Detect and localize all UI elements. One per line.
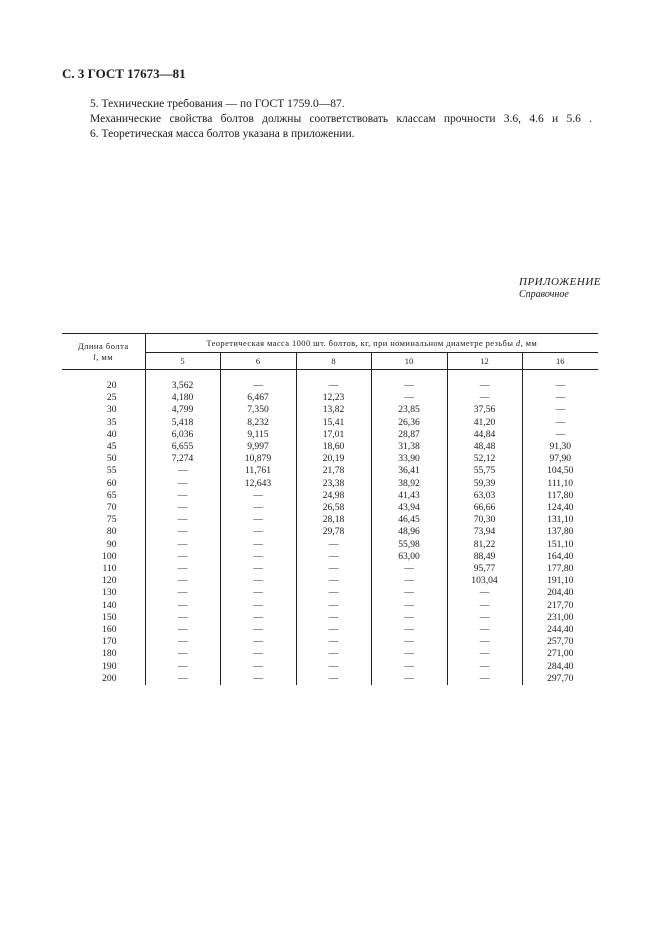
mass-cell: — xyxy=(296,612,371,624)
paragraph-technical-requirements: 5. Технические требования — по ГОСТ 1759.0—87. xyxy=(90,98,345,110)
mass-table-container xyxy=(62,333,598,683)
bolt-length-cell: 130 xyxy=(62,587,145,599)
table-row xyxy=(62,514,598,526)
mass-cell: 29,78 xyxy=(296,526,371,538)
diameter-header: 6 xyxy=(220,353,296,370)
table-row xyxy=(62,417,598,429)
mass-cell: — xyxy=(145,600,220,612)
appendix-subtitle: Справочное xyxy=(519,289,569,300)
mass-cell: 23,85 xyxy=(371,404,447,416)
table-row xyxy=(62,526,598,538)
mass-cell: — xyxy=(220,514,296,526)
mass-cell: — xyxy=(296,563,371,575)
bolt-length-cell: 120 xyxy=(62,575,145,587)
spacer-cell xyxy=(220,370,296,381)
mass-cell: 5,418 xyxy=(145,417,220,429)
bolt-length-cell: 100 xyxy=(62,551,145,563)
mass-cell: 38,92 xyxy=(371,478,447,490)
mass-cell: 70,30 xyxy=(447,514,522,526)
mass-cell: — xyxy=(371,392,447,404)
mass-cell: 12,643 xyxy=(220,478,296,490)
mass-cell: — xyxy=(145,539,220,551)
mass-cell: — xyxy=(145,514,220,526)
mass-cell: 6,655 xyxy=(145,441,220,453)
mass-cell: — xyxy=(371,380,447,392)
mass-cell: 217,70 xyxy=(547,599,574,611)
mass-cell: 63,00 xyxy=(371,551,447,563)
bolt-length-cell: 190 xyxy=(62,661,145,673)
mass-cell: — xyxy=(220,563,296,575)
mass-cell: — xyxy=(296,600,371,612)
mass-cell: — xyxy=(145,465,220,477)
mass-cell: 297,70 xyxy=(547,672,574,684)
mass-cell: 59,39 xyxy=(447,478,522,490)
bolt-length-cell: 200 xyxy=(62,673,145,685)
table-row xyxy=(62,392,598,404)
mass-cell: 13,82 xyxy=(296,404,371,416)
mass-cell: — xyxy=(145,636,220,648)
mass-cell: — xyxy=(145,661,220,673)
mass-cell: — xyxy=(447,380,522,392)
bolt-length-var: l xyxy=(93,351,97,362)
bolt-length-label: Длина болта xyxy=(77,340,129,351)
mass-cell: — xyxy=(371,600,447,612)
mass-cell: 124,40 xyxy=(547,502,574,514)
table-row xyxy=(62,587,598,599)
mass-cell: 95,77 xyxy=(447,563,522,575)
table-row xyxy=(62,478,598,490)
mass-cell: 131,10 xyxy=(547,514,574,526)
mass-cell: — xyxy=(555,392,566,404)
bolt-length-cell: 55 xyxy=(62,465,145,477)
mass-cell: — xyxy=(296,673,371,685)
group-header-unit: , мм xyxy=(520,338,538,348)
mass-cell: — xyxy=(145,648,220,660)
spacer-cell xyxy=(296,370,371,381)
mass-cell: 271,00 xyxy=(547,648,574,660)
mass-cell: 66,66 xyxy=(447,502,522,514)
mass-cell: — xyxy=(296,661,371,673)
mass-cell: — xyxy=(447,648,522,660)
mass-cell: 10,879 xyxy=(220,453,296,465)
mass-cell: 104,50 xyxy=(547,465,574,477)
mass-cell: — xyxy=(220,600,296,612)
mass-cell: 48,96 xyxy=(371,526,447,538)
paragraph-mechanical-properties: Механические свойства болтов должны соответствовать классам прочности 3.6, 4.6 и 5.6 . xyxy=(90,113,592,125)
mass-cell: — xyxy=(447,600,522,612)
mass-cell: — xyxy=(220,490,296,502)
mass-cell: 73,94 xyxy=(447,526,522,538)
mass-cell: — xyxy=(447,624,522,636)
mass-cell: 3,562 xyxy=(145,380,220,392)
mass-cell: 9,997 xyxy=(220,441,296,453)
mass-cell: 204,40 xyxy=(547,587,574,599)
mass-cell: — xyxy=(371,661,447,673)
mass-cell: 12,23 xyxy=(296,392,371,404)
mass-cell: — xyxy=(371,612,447,624)
table-row xyxy=(62,490,598,502)
diameter-header: 12 xyxy=(447,353,522,370)
mass-cell: 17,01 xyxy=(296,429,371,441)
mass-cell: 177,80 xyxy=(547,563,574,575)
bolt-length-cell: 40 xyxy=(62,429,145,441)
mass-cell: — xyxy=(220,380,296,392)
mass-cell: — xyxy=(145,575,220,587)
table-spacer-row xyxy=(62,370,598,381)
mass-cell: 231,00 xyxy=(547,611,574,623)
mass-cell: — xyxy=(220,612,296,624)
mass-cell: 55,75 xyxy=(447,465,522,477)
table-row xyxy=(62,465,598,477)
table-row xyxy=(62,441,598,453)
bolt-length-cell: 20 xyxy=(62,380,145,392)
mass-cell: — xyxy=(555,404,566,416)
bolt-length-cell: 45 xyxy=(62,441,145,453)
mass-cell: — xyxy=(220,587,296,599)
table-row xyxy=(62,539,598,551)
mass-cell: — xyxy=(371,587,447,599)
mass-cell: — xyxy=(296,539,371,551)
table-row xyxy=(62,551,598,563)
mass-cell: — xyxy=(371,636,447,648)
mass-cell: 26,36 xyxy=(371,417,447,429)
bolt-length-cell: 65 xyxy=(62,490,145,502)
mass-cell: — xyxy=(145,490,220,502)
bolt-length-cell: 25 xyxy=(62,392,145,404)
mass-cell: 41,43 xyxy=(371,490,447,502)
group-header-var: d xyxy=(515,338,521,348)
bolt-length-cell: 60 xyxy=(62,478,145,490)
diameter-header: 8 xyxy=(296,353,371,370)
mass-cell: 26,58 xyxy=(296,502,371,514)
mass-cell: 28,87 xyxy=(371,429,447,441)
mass-cell: — xyxy=(145,551,220,563)
mass-cell: 24,98 xyxy=(296,490,371,502)
bolt-length-cell: 140 xyxy=(62,600,145,612)
bolt-length-cell: 170 xyxy=(62,636,145,648)
mass-cell: 11,761 xyxy=(220,465,296,477)
mass-cell: — xyxy=(220,673,296,685)
mass-cell: 97,90 xyxy=(549,453,572,465)
mass-cell: — xyxy=(447,673,522,685)
table-row xyxy=(62,429,598,441)
bolt-length-cell: 160 xyxy=(62,624,145,636)
mass-cell: — xyxy=(145,587,220,599)
mass-cell: 151,10 xyxy=(547,538,574,550)
mass-cell: — xyxy=(447,587,522,599)
mass-cell: 164,40 xyxy=(547,550,574,562)
bolt-length-cell: 150 xyxy=(62,612,145,624)
mass-cell: 6,467 xyxy=(220,392,296,404)
table-row xyxy=(62,636,598,648)
bolt-length-cell: 110 xyxy=(62,563,145,575)
mass-cell: — xyxy=(371,624,447,636)
mass-cell: 15,41 xyxy=(296,417,371,429)
diameter-header: 10 xyxy=(371,353,447,370)
spacer-cell xyxy=(371,370,447,381)
group-header-text: Теоретическая масса 1000 шт. болтов, кг, при номинальном диаметре резьбы xyxy=(206,338,514,348)
mass-cell: — xyxy=(371,673,447,685)
mass-cell: — xyxy=(145,673,220,685)
mass-table xyxy=(62,333,598,685)
mass-cell: — xyxy=(145,624,220,636)
table-row xyxy=(62,673,598,685)
mass-cell: 81,22 xyxy=(447,539,522,551)
mass-cell: 37,56 xyxy=(447,404,522,416)
mass-cell: — xyxy=(296,636,371,648)
mass-cell: 41,20 xyxy=(447,417,522,429)
mass-cell: — xyxy=(296,551,371,563)
mass-cell: — xyxy=(555,428,566,440)
mass-cell: — xyxy=(371,648,447,660)
mass-cell: 20,19 xyxy=(296,453,371,465)
mass-cell: 33,90 xyxy=(371,453,447,465)
spacer-cell xyxy=(62,370,145,381)
paragraph-theoretical-mass: 6. Теоретическая масса болтов указана в приложении. xyxy=(90,128,355,140)
mass-cell: — xyxy=(555,416,566,428)
mass-cell: — xyxy=(220,636,296,648)
mass-cell: 9,115 xyxy=(220,429,296,441)
mass-cell: — xyxy=(145,478,220,490)
mass-cell: — xyxy=(447,636,522,648)
mass-cell: — xyxy=(447,612,522,624)
mass-cell: — xyxy=(296,624,371,636)
mass-cell: 44,84 xyxy=(447,429,522,441)
mass-cell: 28,18 xyxy=(296,514,371,526)
mass-cell: 4,180 xyxy=(145,392,220,404)
mass-cell: — xyxy=(296,587,371,599)
page-header: С. 3 ГОСТ 17673—81 xyxy=(62,66,186,81)
mass-cell: — xyxy=(145,526,220,538)
mass-cell: 284,40 xyxy=(547,660,574,672)
mass-cell: 103,04 xyxy=(447,575,522,587)
mass-cell: — xyxy=(145,612,220,624)
mass-cell: 91,30 xyxy=(549,441,572,453)
mass-cell: — xyxy=(220,648,296,660)
mass-cell: 18,60 xyxy=(296,441,371,453)
mass-cell: 191,10 xyxy=(547,575,574,587)
mass-cell: 46,45 xyxy=(371,514,447,526)
mass-cell: — xyxy=(220,661,296,673)
mass-cell: 6,036 xyxy=(145,429,220,441)
mass-cell: 7,350 xyxy=(220,404,296,416)
mass-cell: — xyxy=(145,502,220,514)
mass-cell: — xyxy=(220,575,296,587)
table-row xyxy=(62,612,598,624)
table-row xyxy=(62,502,598,514)
table-row xyxy=(62,600,598,612)
mass-cell: — xyxy=(220,539,296,551)
mass-cell: — xyxy=(447,661,522,673)
table-row xyxy=(62,575,598,587)
mass-cell: — xyxy=(145,563,220,575)
mass-cell: 63,03 xyxy=(447,490,522,502)
bolt-length-cell: 50 xyxy=(62,453,145,465)
table-body xyxy=(62,370,598,686)
spacer-cell xyxy=(145,370,220,381)
bolt-length-cell: 80 xyxy=(62,526,145,538)
mass-cell: 117,80 xyxy=(547,489,574,501)
mass-cell: 55,98 xyxy=(371,539,447,551)
mass-cell: — xyxy=(220,502,296,514)
column-group-header xyxy=(145,334,598,353)
mass-cell: — xyxy=(555,380,566,391)
mass-cell: 244,40 xyxy=(547,624,574,636)
table-row xyxy=(62,380,598,392)
diameter-header: 16 xyxy=(522,353,598,370)
mass-cell: 111,10 xyxy=(547,477,574,489)
mass-cell: 4,799 xyxy=(145,404,220,416)
mass-cell: 7,274 xyxy=(145,453,220,465)
mass-cell: — xyxy=(296,648,371,660)
bolt-length-unit: , мм xyxy=(96,351,114,362)
mass-cell: 257,70 xyxy=(547,636,574,648)
mass-cell: — xyxy=(371,575,447,587)
mass-cell: 31,38 xyxy=(371,441,447,453)
table-row xyxy=(62,404,598,416)
table-row xyxy=(62,453,598,465)
table-row xyxy=(62,648,598,660)
table-row xyxy=(62,661,598,673)
mass-cell: — xyxy=(220,551,296,563)
table-row xyxy=(62,563,598,575)
mass-cell: — xyxy=(296,380,371,392)
mass-cell: 52,12 xyxy=(447,453,522,465)
mass-cell: 8,232 xyxy=(220,417,296,429)
mass-cell: — xyxy=(220,526,296,538)
mass-cell: 21,78 xyxy=(296,465,371,477)
mass-cell: 48,48 xyxy=(447,441,522,453)
spacer-cell xyxy=(447,370,522,381)
mass-cell: — xyxy=(371,563,447,575)
spacer-cell xyxy=(522,370,598,381)
bolt-length-cell: 75 xyxy=(62,514,145,526)
diameter-header: 5 xyxy=(145,353,220,370)
bolt-length-cell: 90 xyxy=(62,539,145,551)
bolt-length-cell: 70 xyxy=(62,502,145,514)
mass-cell: — xyxy=(447,392,522,404)
mass-cell: 36,41 xyxy=(371,465,447,477)
mass-cell: — xyxy=(220,624,296,636)
mass-cell: 23,38 xyxy=(296,478,371,490)
mass-cell: 88,49 xyxy=(447,551,522,563)
mass-cell: — xyxy=(296,575,371,587)
appendix-title: ПРИЛОЖЕНИЕ xyxy=(519,276,601,288)
mass-cell: 137,80 xyxy=(547,526,574,538)
bolt-length-cell: 35 xyxy=(62,417,145,429)
column-header-bolt-length xyxy=(62,334,145,370)
table-row xyxy=(62,624,598,636)
bolt-length-cell: 180 xyxy=(62,648,145,660)
mass-cell: 43,94 xyxy=(371,502,447,514)
bolt-length-cell: 30 xyxy=(62,404,145,416)
